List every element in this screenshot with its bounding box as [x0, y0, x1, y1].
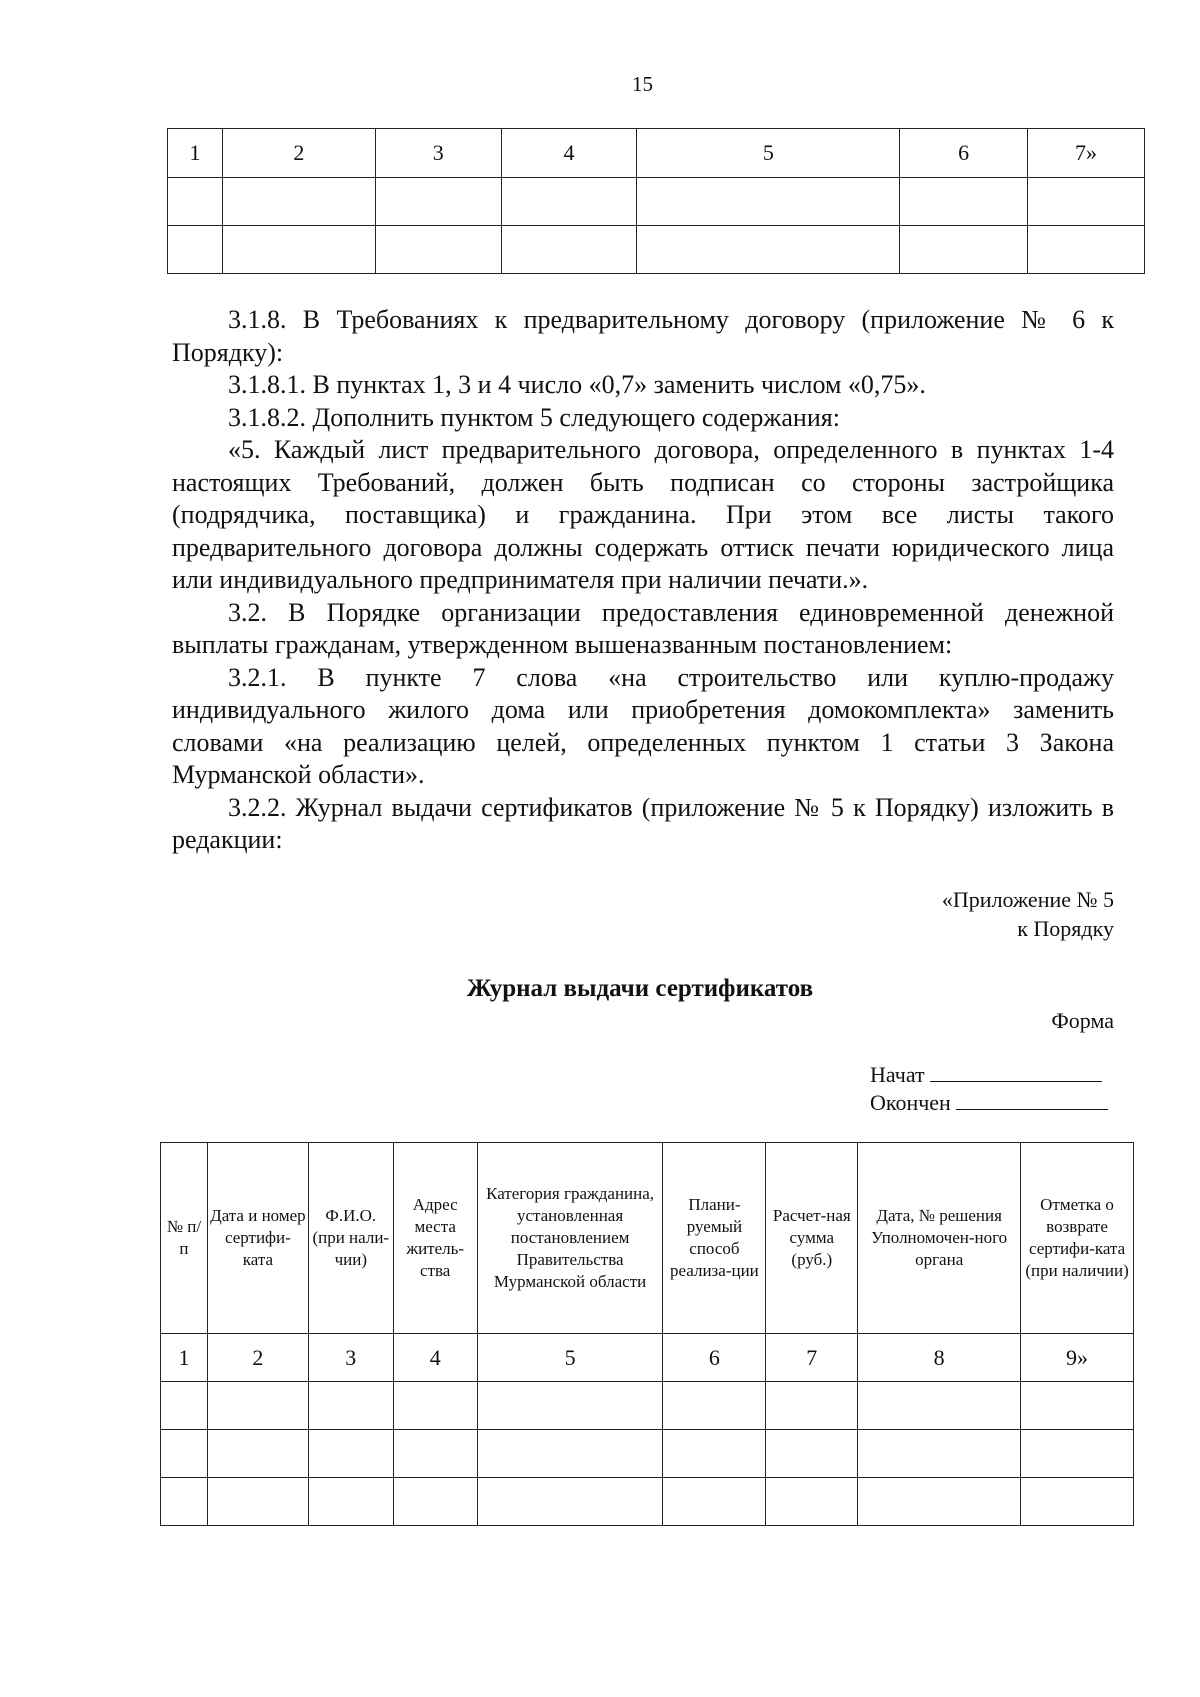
appendix-line-2: к Порядку [1017, 916, 1114, 941]
journal-number-cell: 8 [858, 1334, 1021, 1382]
paragraph-3-1-8-1: 3.1.8.1. В пунктах 1, 3 и 4 число «0,7» заменить числом «0,75». [228, 370, 926, 399]
top-table-header-cell: 5 [637, 129, 900, 178]
journal-number-row [161, 1334, 1134, 1382]
journal-header-cell: Дата и номер сертифи-ката [207, 1143, 308, 1334]
body-text [172, 304, 1114, 857]
ended-label: Окончен [870, 1090, 951, 1115]
top-table-header-cell: 4 [501, 129, 637, 178]
paragraph-3-1-8-2: 3.1.8.2. Дополнить пунктом 5 следующего содержания: [228, 402, 840, 432]
top-table-header-cell: 7» [1028, 129, 1145, 178]
form-label: Форма [1051, 1008, 1114, 1033]
paragraph-item-5: «5. Каждый лист предварительного договора, определенного в пунктах 1-4 настоящих Требований, должен быть подписан со стороны застройщика (подрядчика, поставщика) и гражданина. При этом все листы такого предварительного договора должны содержать оттиск печати юридического лица или индивидуального предпринимателя при наличии печати.». [172, 435, 1114, 594]
paragraph-3-2-1: 3.2.1. В пункте 7 слова «на строительство или куплю-продажу индивидуального жилого дома или приобретения домокомплекта» заменить словами «на реализацию целей, определенных пунктом 1 статьи 3 Закона Мурманской области». [172, 662, 1114, 789]
paragraph-3-2: 3.2. В Порядке организации предоставления единовременной денежной выплаты гражданам, утвержденном вышеназванным постановлением: [172, 597, 1114, 659]
journal-header-cell: Адрес места житель-ства [393, 1143, 477, 1334]
started-line [930, 1061, 1102, 1082]
journal-number-cell: 5 [477, 1334, 663, 1382]
started-label: Начат [870, 1062, 925, 1087]
journal-header-cell: Ф.И.О. (при нали-чии) [308, 1143, 393, 1334]
appendix-line-1: «Приложение № 5 [941, 887, 1114, 912]
journal-header-cell: Отметка о возврате сертифи-ката (при наличии) [1021, 1143, 1134, 1334]
journal-number-cell: 1 [161, 1334, 208, 1382]
appendix-label [942, 885, 1114, 943]
journal-number-cell: 2 [207, 1334, 308, 1382]
journal-table-header-row [161, 1143, 1134, 1334]
top-table [167, 128, 1145, 274]
journal-table [160, 1142, 1134, 1526]
top-table-header-row [168, 129, 1145, 178]
started-field [870, 1061, 1102, 1088]
top-table-header-cell: 1 [168, 129, 223, 178]
journal-header-cell: Дата, № решения Уполномочен-ного органа [858, 1143, 1021, 1334]
top-table-header-cell: 2 [222, 129, 375, 178]
top-table-header-cell: 3 [375, 129, 501, 178]
journal-header-cell: Категория гражданина, установленная постановлением Правительства Мурманской области [477, 1143, 663, 1334]
journal-header-cell: Плани-руемый способ реализа-ции [663, 1143, 766, 1334]
journal-number-cell: 6 [663, 1334, 766, 1382]
journal-number-cell: 9» [1021, 1334, 1134, 1382]
page-number: 15 [632, 72, 653, 96]
table-row [161, 1478, 1134, 1526]
journal-header-cell: Расчет-ная сумма (руб.) [766, 1143, 858, 1334]
table-row [161, 1430, 1134, 1478]
paragraph-3-1-8: 3.1.8. В Требованиях к предварительному договору (приложение № 6 к Порядку): [172, 305, 1114, 367]
table-row [161, 1382, 1134, 1430]
table-row [168, 178, 1145, 226]
journal-number-cell: 4 [393, 1334, 477, 1382]
top-table-header-cell: 6 [900, 129, 1028, 178]
ended-line [956, 1089, 1108, 1110]
table-row [168, 226, 1145, 274]
journal-number-cell: 7 [766, 1334, 858, 1382]
ended-field [870, 1089, 1108, 1116]
journal-title: Журнал выдачи сертификатов [466, 975, 814, 1002]
paragraph-3-2-2: 3.2.2. Журнал выдачи сертификатов (приложение № 5 к Порядку) изложить в редакции: [172, 792, 1114, 854]
journal-header-cell: № п/п [161, 1143, 208, 1334]
journal-number-cell: 3 [308, 1334, 393, 1382]
